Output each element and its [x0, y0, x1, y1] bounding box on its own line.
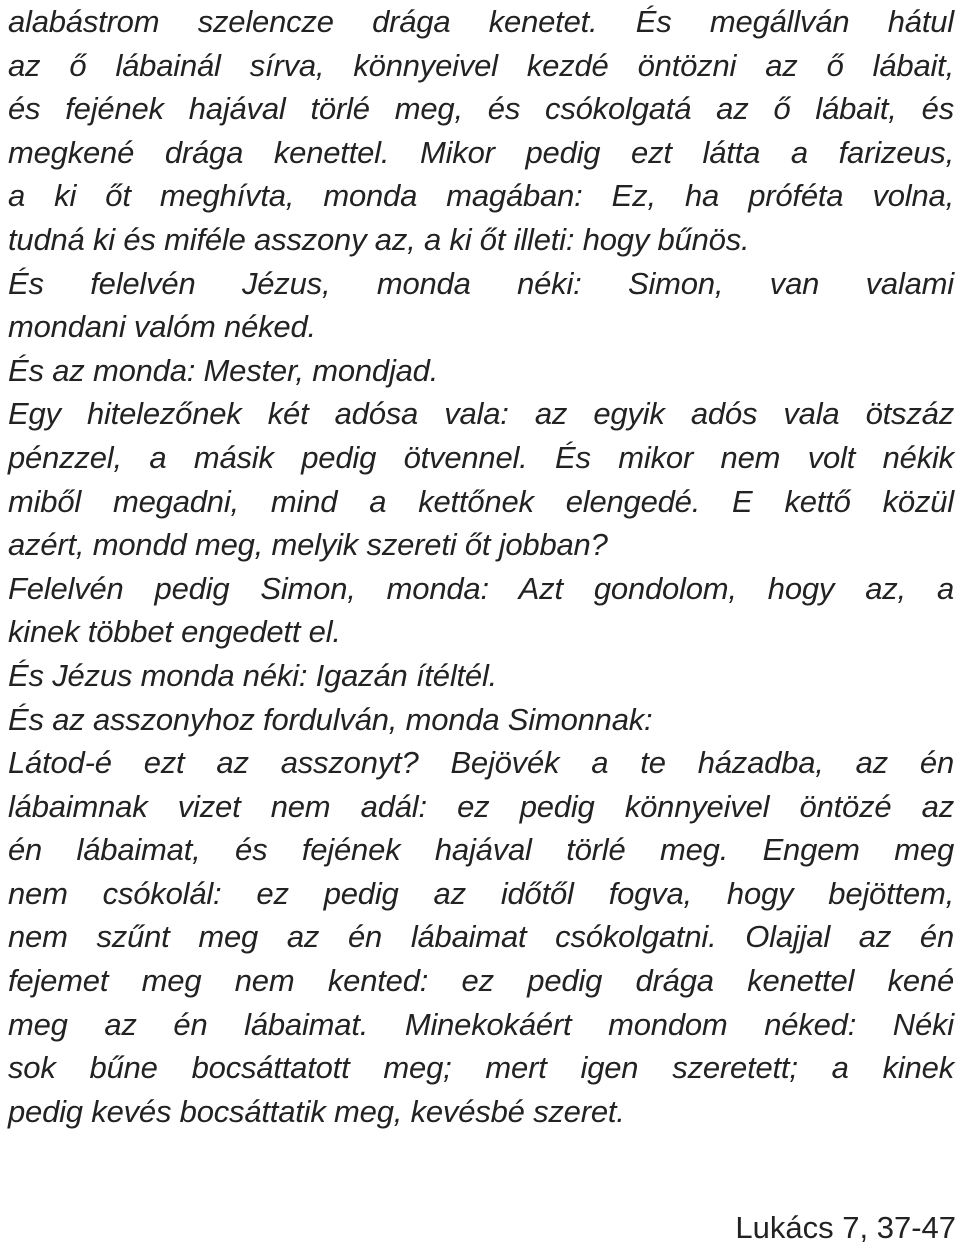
passage-line: az ő lábainál sírva, könnyeivel kezdé öntözni az ő lábait,	[8, 47, 954, 83]
passage-line: És Jézus monda néki: Igazán ítéltél.	[8, 657, 498, 693]
passage-line: Látod-é ezt az asszonyt? Bejövék a te házadba, az én	[8, 745, 954, 781]
passage-line: azért, mondd meg, melyik szereti őt jobban?	[8, 527, 608, 563]
passage-line: Egy hitelezőnek két adósa vala: az egyik adós vala ötszáz	[8, 396, 954, 432]
passage-line: fejemet meg nem kented: ez pedig drága kenettel kené	[8, 963, 954, 999]
passage-line: És az asszonyhoz fordulván, monda Simonnak:	[8, 701, 653, 737]
passage-line: megkené drága kenettel. Mikor pedig ezt látta a farizeus,	[8, 134, 954, 170]
passage-line: sok bűne bocsáttatott meg; mert igen szeretett; a kinek	[8, 1050, 954, 1086]
passage-line: pedig kevés bocsáttatik meg, kevésbé szeret.	[8, 1093, 625, 1129]
passage-line: És felelvén Jézus, monda néki: Simon, van valami	[8, 265, 954, 301]
passage-line: kinek többet engedett el.	[8, 614, 341, 650]
passage-line: és fejének hajával törlé meg, és csókolgatá az ő lábait, és	[8, 91, 954, 127]
passage-line: miből megadni, mind a kettőnek elengedé. E kettő közül	[8, 483, 954, 519]
passage-line: tudná ki és miféle asszony az, a ki őt illeti: hogy bűnös.	[8, 221, 750, 257]
document-page	[8, 0, 954, 1133]
passage-line: nem csókolál: ez pedig az időtől fogva, hogy bejöttem,	[8, 875, 954, 911]
passage-line: mondani valóm néked.	[8, 309, 316, 345]
passage-line: alabástrom szelencze drága kenetet. És megállván hátul	[8, 4, 954, 39]
passage-line: én lábaimat, és fejének hajával törlé meg. Engem meg	[8, 832, 954, 868]
passage-line: pénzzel, a másik pedig ötvennel. És mikor nem volt nékik	[8, 439, 954, 475]
passage-line: És az monda: Mester, mondjad.	[8, 352, 439, 388]
scripture-reference: Lukács 7, 37-47	[735, 1210, 956, 1245]
passage-line: Felelvén pedig Simon, monda: Azt gondolom, hogy az, a	[8, 570, 954, 606]
passage-line: nem szűnt meg az én lábaimat csókolgatni. Olajjal az én	[8, 919, 954, 955]
scripture-passage	[8, 0, 954, 1133]
passage-line: a ki őt meghívta, monda magában: Ez, ha próféta volna,	[8, 178, 954, 214]
passage-line: meg az én lábaimat. Minekokáért mondom néked: Néki	[8, 1006, 954, 1042]
passage-line: lábaimnak vizet nem adál: ez pedig könnyeivel öntözé az	[8, 788, 954, 824]
